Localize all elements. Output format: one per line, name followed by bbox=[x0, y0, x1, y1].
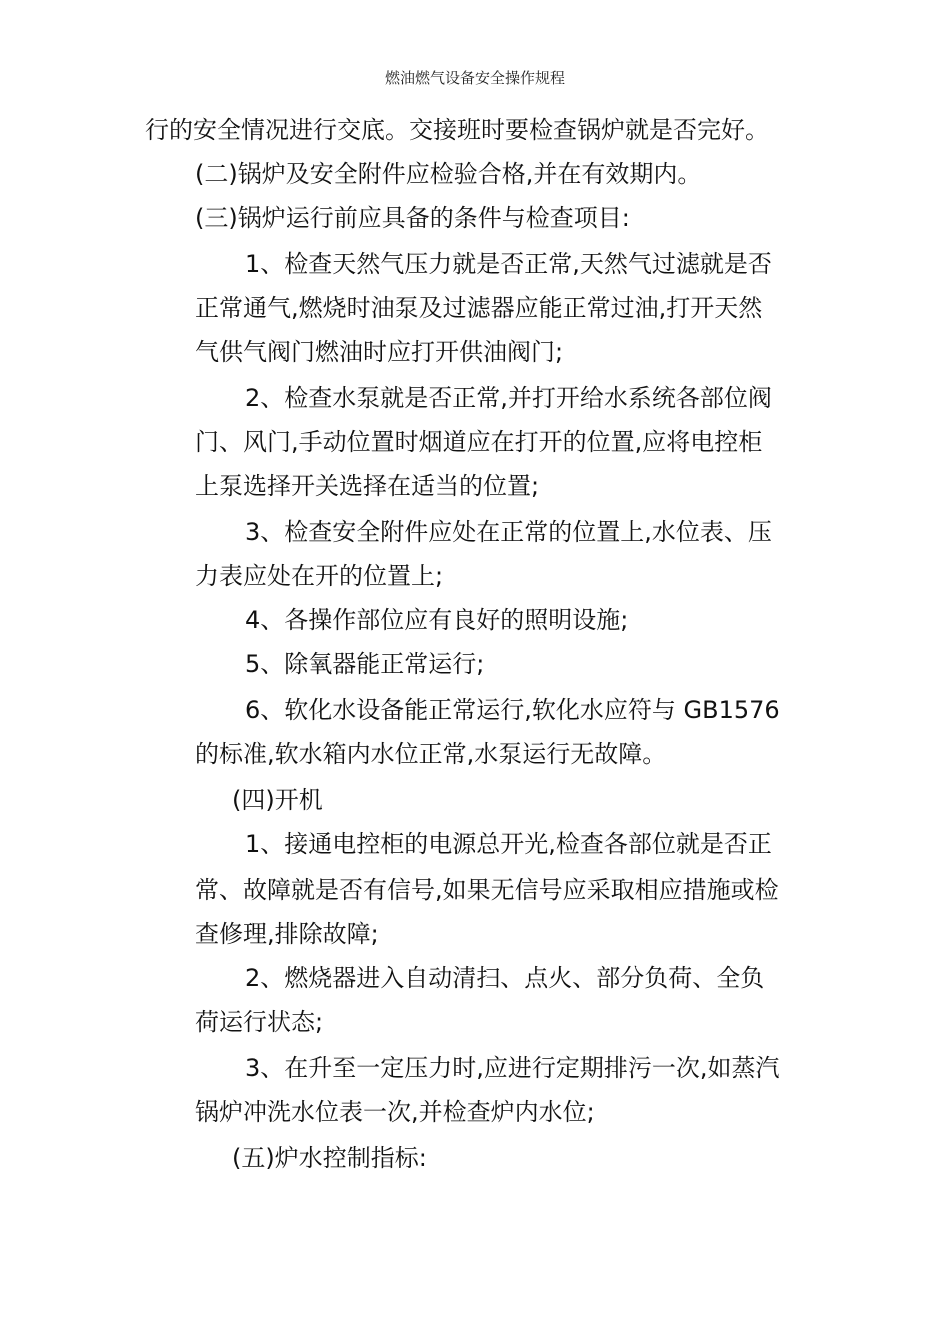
list-item-line: 2、检查水泵就是否正常,并打开给水系统各部位阀 bbox=[245, 384, 772, 412]
list-item-line: 正常通气,燃烧时油泵及过滤器应能正常过油,打开天然 bbox=[195, 294, 763, 322]
section-heading-3: (三)锅炉运行前应具备的条件与检查项目: bbox=[195, 204, 630, 232]
list-item-line: 1、检查天然气压力就是否正常,天然气过滤就是否 bbox=[245, 250, 772, 278]
list-item-line: 气供气阀门燃油时应打开供油阀门; bbox=[195, 338, 564, 366]
section-heading-4: (四)开机 bbox=[232, 786, 323, 814]
list-item-line: 常、故障就是否有信号,如果无信号应采取相应措施或检 bbox=[195, 876, 779, 904]
list-item-line: 荷运行状态; bbox=[195, 1008, 324, 1036]
list-item-line: 1、接通电控柜的电源总开光,检查各部位就是否正 bbox=[245, 830, 772, 858]
paragraph-line: 行的安全情况进行交底。交接班时要检查锅炉就是否完好。 bbox=[145, 116, 769, 144]
list-item-line: 门、风门,手动位置时烟道应在打开的位置,应将电控柜 bbox=[195, 428, 763, 456]
list-item-line: 6、软化水设备能正常运行,软化水应符与 GB1576 bbox=[245, 696, 780, 724]
list-item-line: 5、除氧器能正常运行; bbox=[245, 650, 485, 678]
list-item-line: 3、在升至一定压力时,应进行定期排污一次,如蒸汽 bbox=[245, 1054, 780, 1082]
list-item-line: 锅炉冲洗水位表一次,并检查炉内水位; bbox=[195, 1098, 595, 1126]
section-heading-5: (五)炉水控制指标: bbox=[232, 1144, 427, 1172]
list-item-line: 力表应处在开的位置上; bbox=[195, 562, 444, 590]
list-item-line: 3、检查安全附件应处在正常的位置上,水位表、压 bbox=[245, 518, 772, 546]
section-heading-2: (二)锅炉及安全附件应检验合格,并在有效期内。 bbox=[195, 160, 702, 188]
list-item-line: 的标准,软水箱内水位正常,水泵运行无故障。 bbox=[195, 740, 667, 768]
page-header-title: 燃油燃气设备安全操作规程 bbox=[384, 69, 565, 87]
list-item-line: 查修理,排除故障; bbox=[195, 920, 379, 948]
list-item-line: 4、各操作部位应有良好的照明设施; bbox=[245, 606, 629, 634]
list-item-line: 上泵选择开关选择在适当的位置; bbox=[195, 472, 540, 500]
list-item-line: 2、燃烧器进入自动清扫、点火、部分负荷、全负 bbox=[245, 964, 765, 992]
